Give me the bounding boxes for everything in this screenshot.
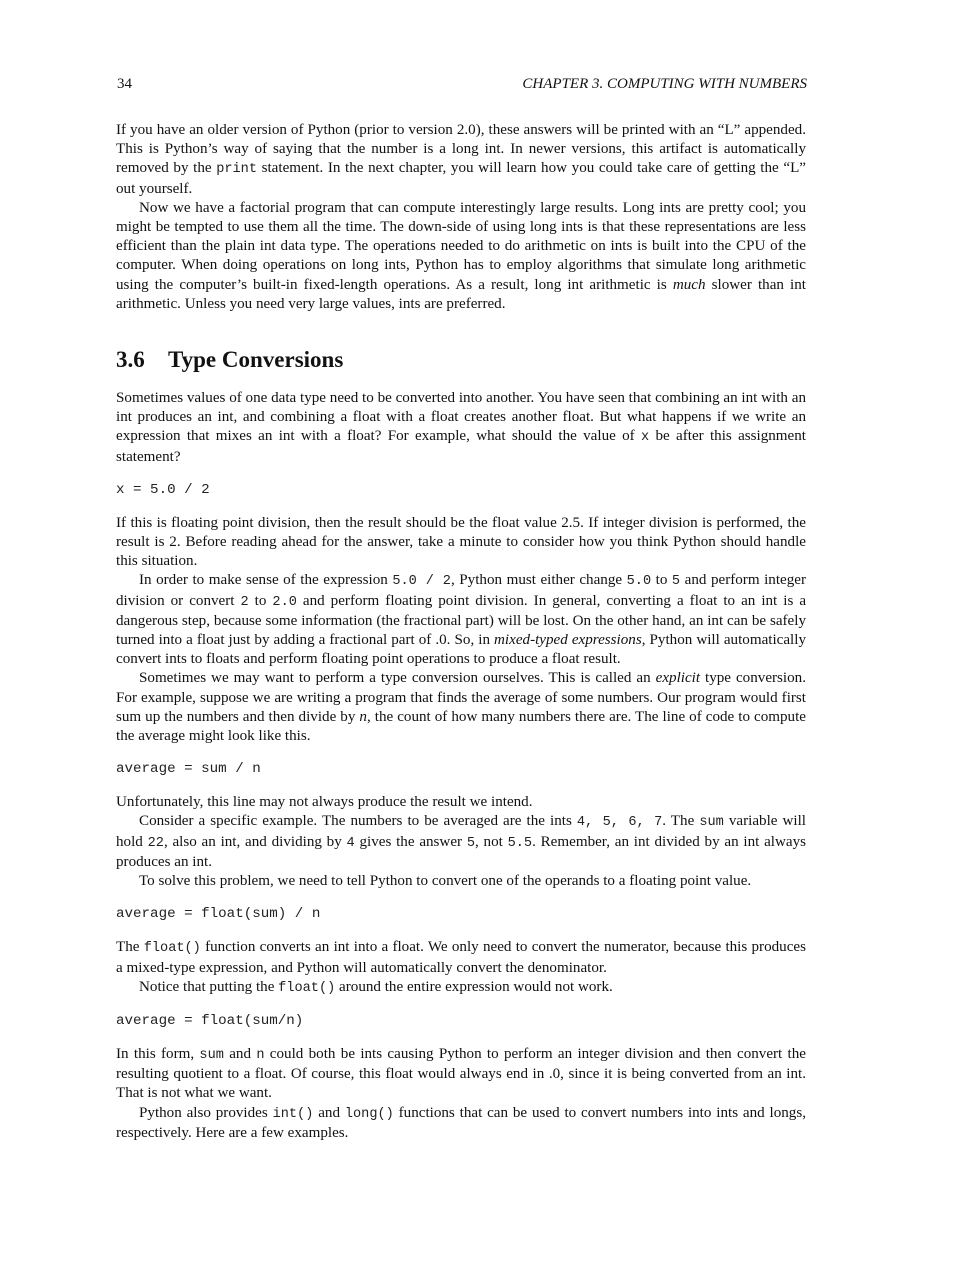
text: gives the answer — [354, 833, 467, 850]
paragraph-long-int-efficiency — [116, 199, 806, 314]
text: If this is floating point division, then the result should be the float value 2.5. If integer division is performed, the result is 2. Before reading ahead for the answer, take a minute to consider how you think Python should handle this situation. — [116, 514, 806, 570]
inline-code: 5.5 — [507, 835, 533, 851]
inline-code: 5 — [466, 835, 475, 851]
text: The — [116, 939, 144, 956]
inline-code: int() — [272, 1106, 314, 1122]
text: Notice that putting the — [139, 978, 279, 995]
inline-code: 5.0 / 2 — [392, 574, 451, 590]
inline-code: 2.0 — [272, 594, 297, 610]
paragraph-mixed-typed-expressions — [116, 571, 806, 669]
text: , Python must either change — [450, 572, 627, 589]
text: , the count of how many numbers there are. The line of code to compute the average might look like this. — [116, 708, 806, 745]
paragraph-int-long-functions — [116, 1104, 806, 1143]
text: . The — [662, 813, 700, 830]
text: In order to make sense of the expression — [139, 572, 393, 589]
page-number: 34 — [117, 76, 132, 92]
section-heading — [116, 345, 806, 375]
code-block-average: average = sum / n — [116, 761, 261, 778]
paragraph-float-function — [116, 938, 806, 977]
inline-code: float() — [278, 980, 336, 996]
paragraph-long-int-suffix — [116, 121, 806, 199]
text: . Remember, an int divided by an int always produces an int. — [116, 833, 807, 870]
text: type conversion. For example, suppose we are writing a program that finds the average of some numbers. Our program would first sum up the numbers and then divide by — [116, 670, 806, 725]
inline-code: 4, 5, 6, 7 — [576, 815, 663, 831]
page-body — [116, 121, 806, 1143]
inline-code: x — [641, 430, 650, 446]
text: around the entire expression would not work. — [335, 978, 613, 995]
text: and perform floating point division. In general, converting a float to an int is a dangerous step, because some information (the fractional part) will be lost. On the other hand, an int can be safely turned into a float just by adding a fractional part of .0. So, in — [116, 592, 807, 649]
inline-code: print — [216, 162, 257, 178]
text: statement. In the next chapter, you will learn how you could take care of getting the “L” out yourself. — [116, 160, 806, 197]
inline-code: n — [256, 1047, 265, 1063]
text: Python also provides — [139, 1104, 273, 1121]
emphasis: mixed-typed expressions — [494, 632, 642, 649]
code-block-division: x = 5.0 / 2 — [116, 481, 210, 498]
text: to — [651, 572, 672, 589]
text: Consider a specific example. The numbers to be averaged are the ints — [139, 813, 577, 830]
text: and — [223, 1045, 257, 1062]
code-block-float-quotient: average = float(sum/n) — [116, 1012, 304, 1029]
paragraph-explicit-conversion — [116, 669, 806, 746]
text: Now we have a factorial program that can compute interestingly large results. Long ints are pretty cool; you might be tempted to use them all the time. The down-side of using long ints is that these representations are less efficient than the plain int data type. The operations needed to do arithmetic on ints is built into the CPU of the computer. When doing operations on long ints, Python has to employ algorithms that simulate long arithmetic using the computer’s built-in fixed-length operations. As a result, long int arithmetic is — [116, 199, 806, 293]
text: If you have an older version of Python (prior to version 2.0), these answers will be printed with an “L” appended. This is Python’s way of saying that the number is a long int. In newer versions, this artifact is automatically removed by the — [116, 122, 806, 177]
section-title: Type Conversions — [168, 347, 344, 373]
paragraph-solve-problem — [116, 872, 806, 891]
inline-code: long() — [344, 1106, 394, 1122]
text: Sometimes we may want to perform a type conversion ourselves. This is called an — [139, 670, 656, 687]
text: , not — [475, 833, 508, 850]
text: be after this assignment statement? — [116, 428, 806, 465]
text: to — [248, 592, 273, 609]
code-block-float-sum: average = float(sum) / n — [116, 906, 321, 923]
inline-code: 4 — [346, 835, 355, 851]
paragraph-unfortunately — [116, 793, 806, 812]
text: and perform integer division or convert — [116, 572, 806, 609]
inline-code: 5 — [671, 574, 681, 590]
text: variable will hold — [116, 813, 806, 850]
inline-code: sum — [699, 815, 724, 831]
emphasis: much — [672, 276, 706, 293]
emphasis: explicit — [655, 670, 701, 687]
inline-code: 2 — [240, 594, 249, 610]
paragraph-specific-example — [116, 812, 806, 872]
running-header — [117, 75, 807, 95]
inline-code: float() — [143, 941, 201, 957]
chapter-title: CHAPTER 3. COMPUTING WITH NUMBERS — [522, 76, 807, 92]
paragraph-division-result — [116, 514, 806, 572]
paragraph-this-form — [116, 1045, 806, 1104]
text: function converts an int into a float. We only need to convert the numerator, because this produces a mixed-type expression, and Python will automatically convert the denominator. — [116, 939, 806, 976]
paragraph-mixed-types-intro — [116, 389, 806, 467]
text: To solve this problem, we need to tell Python to convert one of the operands to a floating point value. — [139, 873, 752, 890]
text: could both be ints causing Python to perform an integer division and then convert the resulting quotient to a float. Of course, this float would always end in .0, since it is being converted from an int. That is not what we want. — [116, 1045, 806, 1102]
section-number: 3.6 — [116, 347, 145, 373]
text: Sometimes values of one data type need to be converted into another. You have seen that combining an int with an int produces an int, and combining a float with a float creates another float. But what happens if we write an expression that mixes an int with a float? For example, what should the value of — [116, 390, 806, 445]
text: , also an int, and dividing by — [163, 833, 347, 850]
text: functions that can be used to convert numbers into ints and longs, respectively. Here are a few examples. — [116, 1104, 807, 1141]
text: In this form, — [116, 1045, 200, 1062]
paragraph-float-around-expression — [116, 978, 806, 998]
inline-code: sum — [199, 1047, 224, 1063]
inline-code: 5.0 — [626, 574, 652, 590]
text: and — [313, 1104, 345, 1121]
inline-code: 22 — [147, 835, 164, 851]
emphasis: n — [359, 708, 367, 725]
text: Unfortunately, this line may not always produce the result we intend. — [116, 794, 533, 811]
text: , Python will automatically convert ints to floats and perform floating point operations to produce a float result. — [116, 632, 806, 668]
text: slower than int arithmetic. Unless you need very large values, ints are preferred. — [116, 276, 806, 312]
